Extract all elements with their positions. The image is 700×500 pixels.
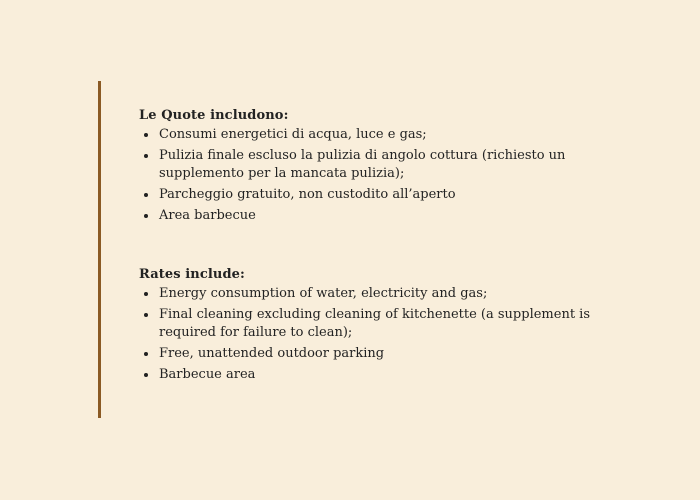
bullet-icon <box>144 313 148 317</box>
list-item-text: Final cleaning excluding cleaning of kitchenette (a supplement is required for failure to clean); <box>159 307 590 340</box>
list-item-text: Parcheggio gratuito, non custodito all’aperto <box>159 187 456 202</box>
english-bullet-list <box>139 285 599 384</box>
list-item-text: Barbecue area <box>159 367 256 382</box>
bullet-icon <box>144 292 148 296</box>
bullet-icon <box>144 133 148 137</box>
bullet-icon <box>144 373 148 377</box>
bullet-icon <box>144 193 148 197</box>
list-item <box>139 366 599 384</box>
list-item <box>139 147 599 183</box>
italian-bullet-list <box>139 126 599 225</box>
english-section-title: Rates include: <box>139 267 245 282</box>
bullet-icon <box>144 352 148 356</box>
italian-section-title: Le Quote includono: <box>139 108 289 123</box>
list-item <box>139 306 599 342</box>
list-item <box>139 345 599 363</box>
italian-section <box>139 107 599 225</box>
bullet-icon <box>144 214 148 218</box>
list-item-text: Free, unattended outdoor parking <box>159 346 385 361</box>
english-section <box>139 266 599 384</box>
list-item-text: Pulizia finale escluso la pulizia di angolo cottura (richiesto un supplemento per la mancata pulizia); <box>159 148 566 181</box>
rates-content <box>139 107 599 387</box>
list-item-text: Area barbecue <box>159 208 256 223</box>
list-item-text: Consumi energetici di acqua, luce e gas; <box>159 127 427 142</box>
list-item <box>139 285 599 303</box>
list-item-text: Energy consumption of water, electricity and gas; <box>159 286 488 301</box>
accent-bar <box>98 81 101 418</box>
bullet-icon <box>144 154 148 158</box>
list-item <box>139 186 599 204</box>
list-item <box>139 126 599 144</box>
list-item <box>139 207 599 225</box>
